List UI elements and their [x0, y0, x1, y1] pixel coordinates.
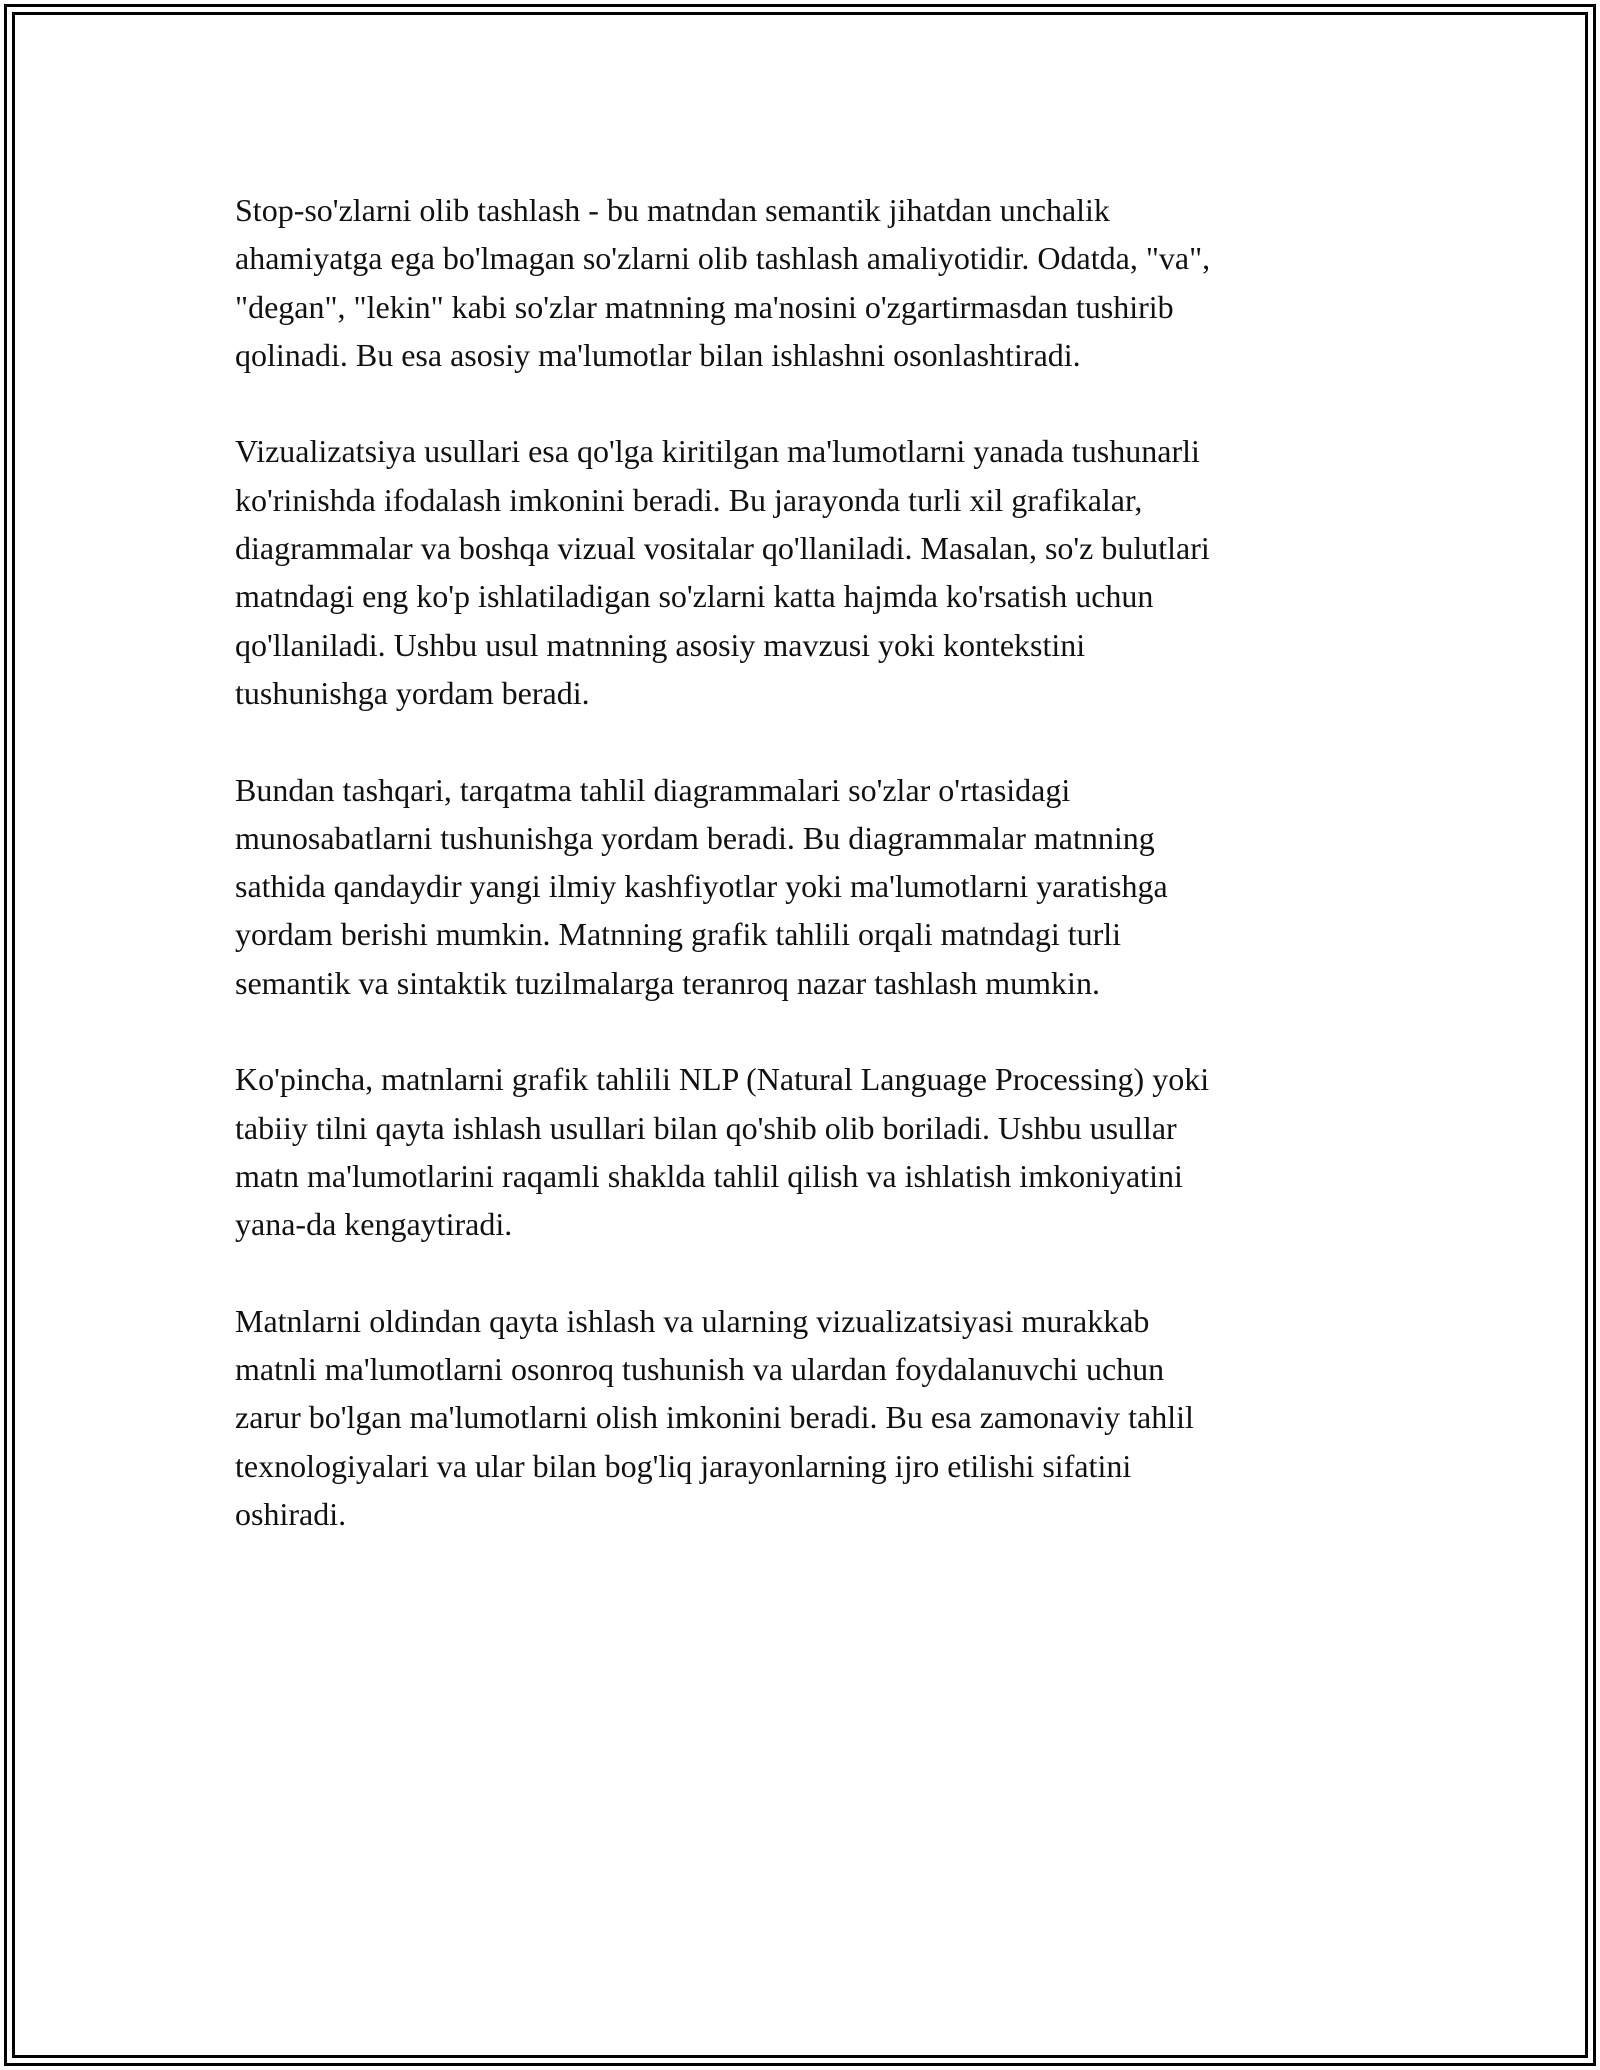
text-line: semantik va sintaktik tuzilmalarga teranroq nazar tashlash mumkin. — [235, 964, 1100, 1001]
text-line: yordam berishi mumkin. Matnning grafik tahlili orqali matndagi turli — [235, 916, 1122, 953]
text-line: yana-da kengaytiradi. — [235, 1206, 513, 1243]
text-line: tabiiy tilni qayta ishlash usullari bilan qo'shib olib boriladi. Ushbu usullar — [235, 1109, 1177, 1146]
text-line: Stop-so'zlarni olib tashlash - bu matndan semantik jihatdan unchalik — [235, 192, 1110, 228]
document-body — [235, 186, 1375, 1587]
text-line: "degan", "lekin" kabi so'zlar matnning ma'nosini o'zgartirmasdan tushirib — [235, 288, 1174, 325]
text-line: qolinadi. Bu esa asosiy ma'lumotlar bilan ishlashni osonlashtiradi. — [235, 336, 1081, 373]
text-line: matndagi eng ko'p ishlatiladigan so'zlarni katta hajmda ko'rsatish uchun — [235, 578, 1154, 615]
text-line: diagrammalar va boshqa vizual vositalar qo'llaniladi. Masalan, so'z bulutlari — [235, 530, 1210, 567]
text-line: Vizualizatsiya usullari esa qo'lga kiritilgan ma'lumotlarni yanada tushunarli — [235, 433, 1200, 470]
text-line: Ko'pincha, matnlarni grafik tahlili NLP (Natural Language Processing) yoki — [235, 1061, 1210, 1098]
paragraph-conclusion — [235, 1297, 1375, 1538]
text-line: tushunishga yordam beradi. — [235, 674, 590, 711]
paragraph-nlp — [235, 1055, 1375, 1248]
text-line: ahamiyatga ega bo'lmagan so'zlarni olib tashlash amaliyotidir. Odatda, "va", — [235, 240, 1211, 277]
text-line: Matnlarni oldindan qayta ishlash va ularning vizualizatsiyasi murakkab — [235, 1302, 1150, 1339]
text-line: matn ma'lumotlarini raqamli shaklda tahlil qilish va ishlatish imkoniyatini — [235, 1157, 1183, 1194]
paragraph-stop-words — [235, 186, 1375, 379]
text-line: qo'llaniladi. Ushbu usul matnning asosiy mavzusi yoki kontekstini — [235, 626, 1086, 663]
text-line: Bundan tashqari, tarqatma tahlil diagrammalari so'zlar o'rtasidagi — [235, 771, 1071, 808]
paragraph-distribution-diagrams — [235, 766, 1375, 1007]
text-line: zarur bo'lgan ma'lumotlarni olish imkonini beradi. Bu esa zamonaviy tahlil — [235, 1399, 1194, 1436]
text-line: texnologiyalari va ular bilan bog'liq jarayonlarning ijro etilishi sifatini — [235, 1447, 1132, 1484]
text-line: oshiradi. — [235, 1496, 347, 1533]
text-line: munosabatlarni tushunishga yordam beradi. Bu diagrammalar matnning — [235, 819, 1155, 856]
text-line: matnli ma'lumotlarni osonroq tushunish va ulardan foydalanuvchi uchun — [235, 1351, 1165, 1388]
text-line: sathida qandaydir yangi ilmiy kashfiyotlar yoki ma'lumotlarni yaratishga — [235, 868, 1168, 905]
paragraph-visualization — [235, 427, 1375, 717]
text-line: ko'rinishda ifodalash imkonini beradi. Bu jarayonda turli xil grafikalar, — [235, 481, 1143, 518]
